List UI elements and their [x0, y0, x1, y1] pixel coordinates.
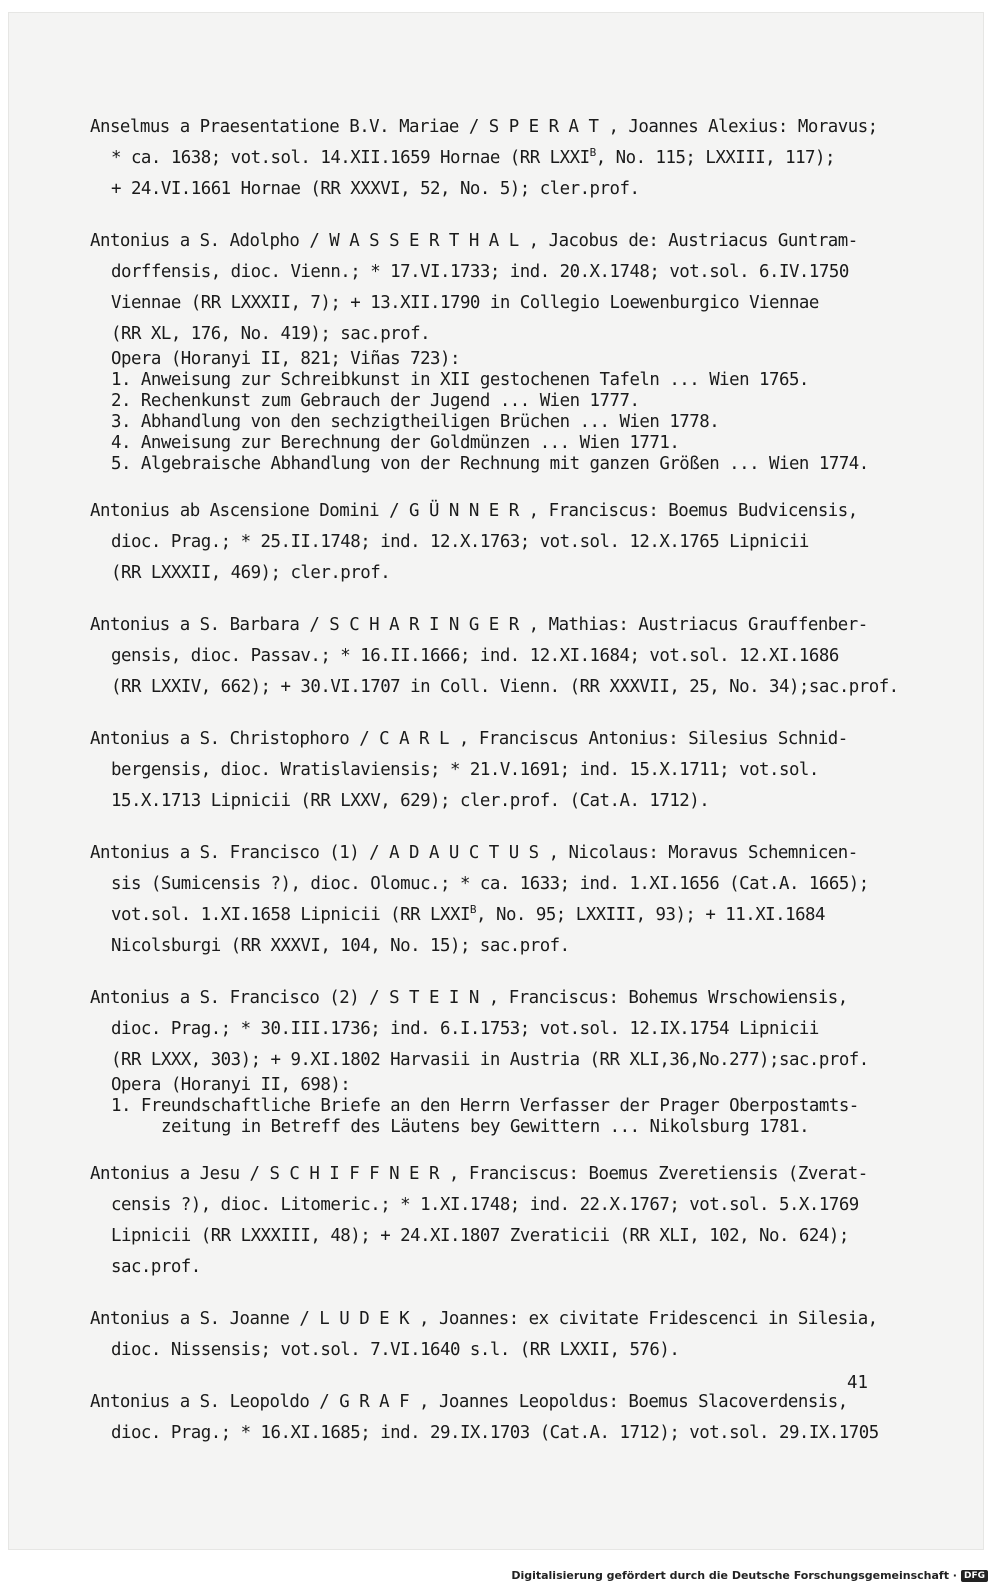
opera-list	[90, 1075, 930, 1138]
entry-text-line: (RR LXXX, 303); + 9.XI.1802 Harvasii in Austria (RR XLI,36,No.277);sac.prof.	[111, 1050, 869, 1070]
opera-item: 1. Anweisung zur Schreibkunst in XII gestochenen Tafeln ... Wien 1765.	[111, 370, 809, 390]
entry-text-line: Lipnicii (RR LXXXIII, 48); + 24.XI.1807 Zveraticii (RR XLI, 102, No. 624);	[111, 1226, 849, 1246]
entry-text-line: gensis, dioc. Passav.; * 16.II.1666; ind. 12.XI.1684; vot.sol. 12.XI.1686	[111, 646, 839, 666]
entry-heading-line: Antonius a S. Francisco (1) / A D A U C T U S , Nicolaus: Moravus Schemnicen-	[90, 843, 858, 863]
dfg-logo-icon: DFG	[961, 1570, 988, 1582]
entry-heading-line: Antonius a S. Christophoro / C A R L , Franciscus Antonius: Silesius Schnid-	[90, 729, 848, 749]
page-body	[90, 112, 930, 1470]
bio-entry	[90, 496, 930, 589]
opera-item: zeitung in Betreff des Läutens bey Gewittern ... Nikolsburg 1781.	[161, 1117, 810, 1137]
bio-entry	[90, 983, 930, 1138]
entry-text-line: Viennae (RR LXXXII, 7); + 13.XII.1790 in Collegio Loewenburgico Viennae	[111, 293, 819, 313]
scanned-page	[8, 12, 984, 1550]
opera-list	[90, 349, 930, 475]
bio-entry	[90, 838, 930, 962]
bio-entry	[90, 610, 930, 703]
opera-item: 5. Algebraische Abhandlung von der Rechnung mit ganzen Größen ... Wien 1774.	[111, 454, 869, 474]
entry-text-line: (RR LXXIV, 662); + 30.VI.1707 in Coll. Vienn. (RR XXXVII, 25, No. 34);sac.prof.	[111, 677, 899, 697]
entry-text-line: dioc. Prag.; * 25.II.1748; ind. 12.X.1763; vot.sol. 12.X.1765 Lipnicii	[111, 532, 809, 552]
entry-text-line: * ca. 1638; vot.sol. 14.XII.1659 Hornae (RR $LXXI^B$, No. 115; LXXIII, 117);	[111, 146, 835, 168]
bio-entry	[90, 1304, 930, 1366]
entry-heading-line: Antonius a S. Barbara / S C H A R I N G E R , Mathias: Austriacus Grauffenber-	[90, 615, 868, 635]
entry-heading-line: Antonius a S. Leopoldo / G R A F , Joannes Leopoldus: Boemus Slacoverdensis,	[90, 1392, 848, 1412]
opera-item: 4. Anweisung zur Berechnung der Goldmünzen ... Wien 1771.	[111, 433, 680, 453]
entry-text-line: + 24.VI.1661 Hornae (RR XXXVI, 52, No. 5); cler.prof.	[111, 179, 640, 199]
opera-heading: Opera (Horanyi II, 698):	[111, 1075, 351, 1095]
bio-entry	[90, 112, 930, 205]
bio-entry	[90, 226, 930, 475]
entry-heading-line: Antonius a S. Francisco (2) / S T E I N , Franciscus: Bohemus Wrschowiensis,	[90, 988, 848, 1008]
opera-item: 2. Rechenkunst zum Gebrauch der Jugend ... Wien 1777.	[111, 391, 640, 411]
entry-text-line: dioc. Nissensis; vot.sol. 7.VI.1640 s.l. (RR LXXII, 576).	[111, 1340, 680, 1360]
entry-text-line: (RR XL, 176, No. 419); sac.prof.	[111, 324, 431, 344]
entry-text-line: 15.X.1713 Lipnicii (RR LXXV, 629); cler.prof. (Cat.A. 1712).	[111, 791, 710, 811]
opera-item: 1. Freundschaftliche Briefe an den Herrn Verfasser der Prager Oberpostamts-	[111, 1096, 859, 1116]
entry-heading-line: Antonius a Jesu / S C H I F F N E R , Franciscus: Boemus Zveretiensis (Zverat-	[90, 1164, 868, 1184]
entry-text-line: bergensis, dioc. Wratislaviensis; * 21.V.1691; ind. 15.X.1711; vot.sol.	[111, 760, 819, 780]
entry-text-line: censis ?), dioc. Litomeric.; * 1.XI.1748; ind. 22.X.1767; vot.sol. 5.X.1769	[111, 1195, 859, 1215]
footer-text: Digitalisierung gefördert durch die Deutsche Forschungsgemeinschaft ·	[511, 1569, 957, 1582]
entry-text-line: Nicolsburgi (RR XXXVI, 104, No. 15); sac.prof.	[111, 936, 570, 956]
footer-credit	[511, 1569, 988, 1582]
entry-heading-line: Antonius a S. Joanne / L U D E K , Joannes: ex civitate Fridescenci in Silesia,	[90, 1309, 878, 1329]
entry-text-line: dorffensis, dioc. Vienn.; * 17.VI.1733; ind. 20.X.1748; vot.sol. 6.IV.1750	[111, 262, 849, 282]
entry-text-line: dioc. Prag.; * 16.XI.1685; ind. 29.IX.1703 (Cat.A. 1712); vot.sol. 29.IX.1705	[111, 1423, 879, 1443]
entry-heading-line: Anselmus a Praesentatione B.V. Mariae / S P E R A T , Joannes Alexius: Moravus;	[90, 117, 878, 137]
bio-entry	[90, 724, 930, 817]
entry-text-line: sac.prof.	[111, 1257, 201, 1277]
opera-heading: Opera (Horanyi II, 821; Viñas 723):	[111, 349, 460, 369]
entry-text-line: (RR LXXXII, 469); cler.prof.	[111, 563, 391, 583]
opera-item: 3. Abhandlung von den sechzigtheiligen Brüchen ... Wien 1778.	[111, 412, 720, 432]
entry-text-line: dioc. Prag.; * 30.III.1736; ind. 6.I.1753; vot.sol. 12.IX.1754 Lipnicii	[111, 1019, 819, 1039]
entry-heading-line: Antonius ab Ascensione Domini / G Ü N N E R , Franciscus: Boemus Budvicensis,	[90, 501, 858, 521]
bio-entry	[90, 1159, 930, 1283]
entry-heading-line: Antonius a S. Adolpho / W A S S E R T H A L , Jacobus de: Austriacus Guntram-	[90, 231, 858, 251]
bio-entry	[90, 1387, 930, 1449]
page-number: 41	[847, 1373, 868, 1393]
entry-text-line: vot.sol. 1.XI.1658 Lipnicii (RR $LXXI^B$, No. 95; LXXIII, 93); + 11.XI.1684	[111, 903, 825, 925]
entry-text-line: sis (Sumicensis ?), dioc. Olomuc.; * ca. 1633; ind. 1.XI.1656 (Cat.A. 1665);	[111, 874, 869, 894]
